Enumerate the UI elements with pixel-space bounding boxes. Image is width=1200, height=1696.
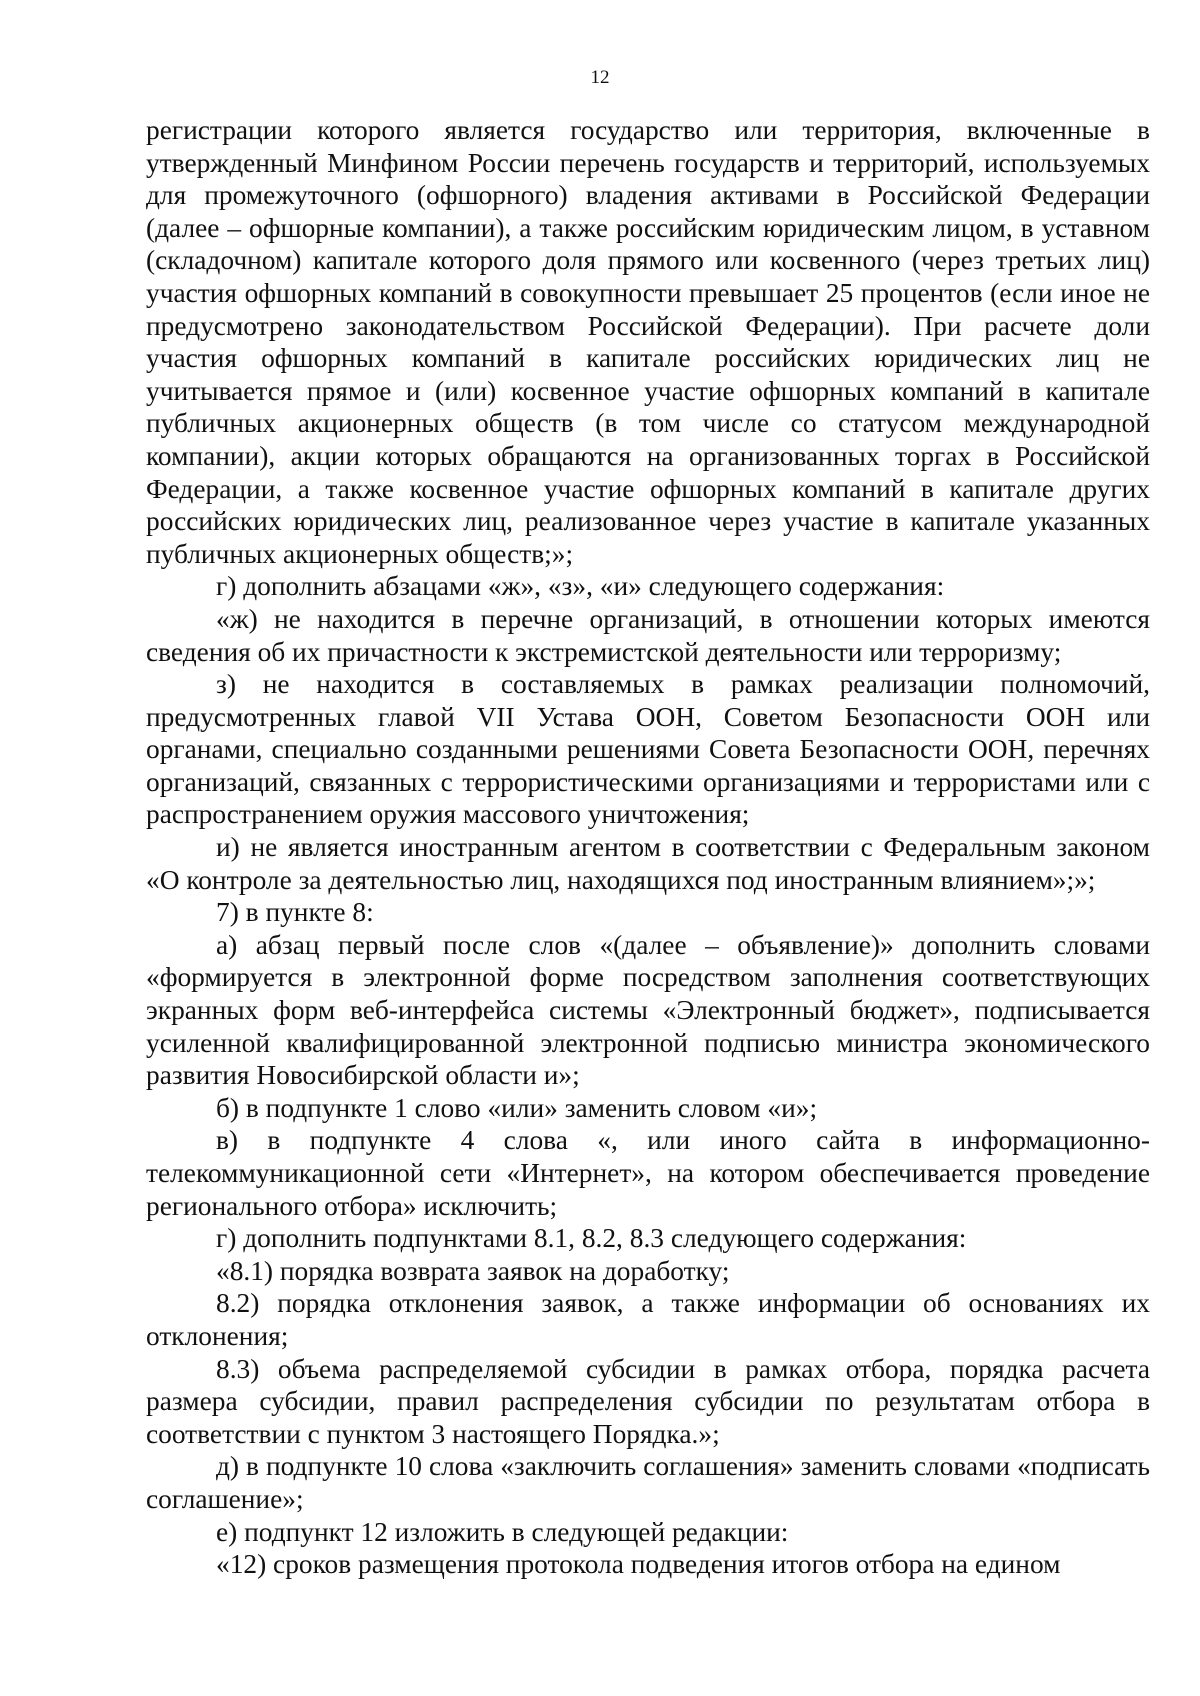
paragraph-item-7v: в) в подпункте 4 слова «, или иного сайта в информационно-телекоммуникационной сети «Интернет», на котором обеспечивается проведение регионального отбора» исключить; [146,1125,1150,1221]
paragraph-add-subclauses: г) дополнить абзацами «ж», «з», «и» следующего содержания: [216,571,945,602]
paragraph-subclause-zh: «ж) не находится в перечне организаций, в отношении которых имеются сведения об их причастности к экстремистской деятельности или терроризму; [146,603,1150,667]
paragraph-item-7g: г) дополнить подпунктами 8.1, 8.2, 8.3 следующего содержания: [216,1223,967,1254]
paragraph-item-7d: д) в подпункте 10 слова «заключить соглашения» заменить словами «подписать соглашение»; [146,1451,1150,1514]
paragraph-offshore-criteria: регистрации которого является государство или территория, включенные в утвержденный Минфином России перечень государств и территорий, используемых для промежуточного (офшорного) владения активами в Российской Федерации (далее – офшорные компании), а также российским юридическим лицом, в уставном (складочном) капитале которого доля прямого или косвенного (через третьих лиц) участия офшорных компаний в совокупности превышает 25 процентов (если иное не предусмотрено законодательством Российской Федерации). При расчете доли участия офшорных компаний в капитале российских юридических лиц не учитывается прямое и (или) косвенное участие офшорных компаний в капитале публичных акционерных обществ (в том числе со статусом международной компании), акции которых обращаются на организованных торгах в Российской Федерации, а также косвенное участие офшорных компаний в капитале других российских юридических лиц, реализованное через участие в капитале указанных публичных акционерных обществ;»; [146,115,1150,569]
paragraph-subitem-8-1: «8.1) порядка возврата заявок на доработку; [216,1255,730,1286]
paragraph-subitem-8-3: 8.3) объема распределяемой субсидии в рамках отбора, порядка расчета размера субсидии, правил распределения субсидии по результатам отбора в соответствии с пунктом 3 настоящего Порядка.»; [146,1353,1150,1449]
paragraph-item-7b: б) в подпункте 1 слово «или» заменить словом «и»; [216,1092,818,1123]
document-body [146,114,1150,1581]
paragraph-item-7a: а) абзац первый после слов «(далее – объявление)» дополнить словами «формируется в электронной форме посредством заполнения соответствующих экранных форм веб-интерфейса системы «Электронный бюджет», подписывается усиленной квалифицированной электронной подписью министра экономического развития Новосибирской области и»; [146,929,1150,1091]
paragraph-subitem-8-2: 8.2) порядка отклонения заявок, а также информации об основаниях их отклонения; [146,1288,1150,1351]
paragraph-subitem-12: «12) сроков размещения протокола подведения итогов отбора на едином [216,1549,1061,1580]
paragraph-item-7e: е) подпункт 12 изложить в следующей редакции: [216,1516,789,1547]
paragraph-item-7: 7) в пункте 8: [216,897,374,928]
page-number: 12 [590,67,610,88]
paragraph-subclause-z: з) не находится в составляемых в рамках реализации полномочий, предусмотренных главой VII Устава ООН, Советом Безопасности ООН или органами, специально созданными решениями Совета Безопасности ООН, перечнях организаций, связанных с террористическими организациями и террористами или с распространением оружия массового уничтожения; [146,669,1150,830]
paragraph-subclause-i: и) не является иностранным агентом в соответствии с Федеральным законом «О контроле за деятельностью лиц, находящихся под иностранным влиянием»;»; [146,832,1150,895]
